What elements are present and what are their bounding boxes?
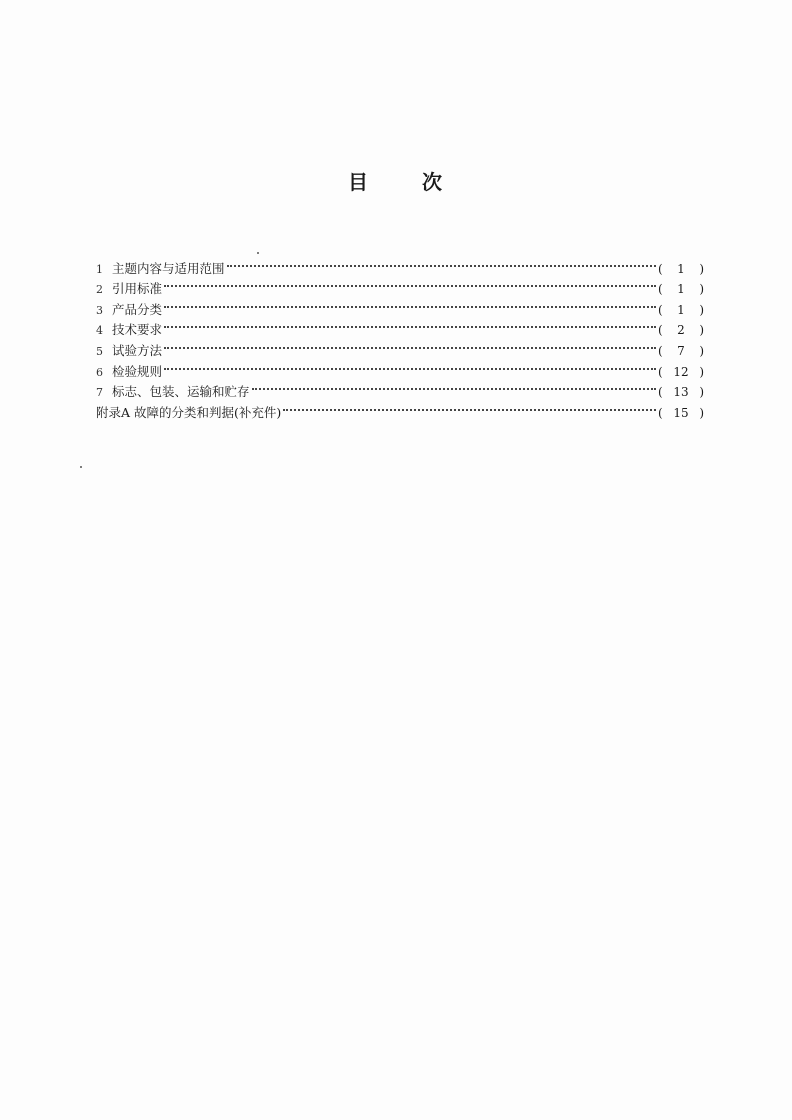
toc-entry-number: 3 bbox=[96, 303, 103, 317]
toc-entry-number: 7 bbox=[96, 386, 103, 400]
toc-entry-page bbox=[658, 382, 704, 403]
toc-entry[interactable] bbox=[96, 355, 704, 379]
scan-speck bbox=[80, 466, 82, 468]
paren-open: ( bbox=[658, 364, 663, 379]
table-of-contents bbox=[96, 252, 704, 420]
toc-entry-title: 附录A 故障的分类和判据(补充件) bbox=[96, 404, 282, 420]
paren-close: ) bbox=[699, 405, 704, 420]
toc-entry[interactable] bbox=[96, 376, 704, 400]
toc-leader-dots bbox=[164, 314, 656, 335]
toc-entry-page bbox=[658, 279, 704, 300]
toc-entry-page bbox=[658, 259, 704, 280]
toc-leader-dots bbox=[164, 355, 656, 376]
scan-speck bbox=[257, 252, 259, 254]
toc-entry[interactable] bbox=[96, 293, 704, 317]
toc-leader-dots bbox=[164, 273, 656, 294]
toc-leader-dots bbox=[164, 334, 656, 355]
toc-entry-number: 1 bbox=[96, 262, 103, 276]
title-char-1: 目 bbox=[348, 170, 370, 194]
toc-page-number: 15 bbox=[673, 405, 689, 420]
toc-entry-number: 5 bbox=[96, 344, 103, 358]
paren-open: ( bbox=[658, 323, 663, 338]
paren-close: ) bbox=[699, 385, 704, 400]
paren-open: ( bbox=[658, 282, 663, 297]
toc-leader-dots bbox=[252, 376, 656, 397]
paren-close: ) bbox=[699, 282, 704, 297]
toc-entry-title: 技术要求 bbox=[112, 322, 163, 338]
toc-entry-title: 检验规则 bbox=[112, 363, 163, 379]
toc-entry-page bbox=[658, 362, 704, 383]
toc-entry-title: 产品分类 bbox=[112, 301, 163, 317]
toc-entry-page bbox=[658, 320, 704, 341]
toc-page-number: 2 bbox=[677, 323, 685, 338]
paren-close: ) bbox=[699, 261, 704, 276]
toc-entry[interactable] bbox=[96, 334, 704, 358]
toc-page-number: 1 bbox=[677, 261, 685, 276]
toc-leader-dots bbox=[283, 396, 656, 417]
toc-entry-title: 标志、包装、运输和贮存 bbox=[112, 384, 250, 400]
toc-page-number: 12 bbox=[673, 364, 689, 379]
paren-close: ) bbox=[699, 343, 704, 358]
toc-entry[interactable] bbox=[96, 252, 704, 276]
toc-entry[interactable] bbox=[96, 273, 704, 297]
toc-entry[interactable] bbox=[96, 314, 704, 338]
page-title bbox=[0, 166, 792, 195]
toc-entry-title: 试验方法 bbox=[112, 342, 163, 358]
toc-page-number: 1 bbox=[677, 302, 685, 317]
paren-open: ( bbox=[658, 261, 663, 276]
paren-open: ( bbox=[658, 385, 663, 400]
toc-page-number: 1 bbox=[677, 282, 685, 297]
toc-entry-title: 引用标准 bbox=[112, 281, 163, 297]
toc-leader-dots bbox=[227, 252, 656, 273]
toc-page-number: 7 bbox=[677, 343, 685, 358]
paren-open: ( bbox=[658, 405, 663, 420]
toc-entry-page bbox=[658, 300, 704, 321]
toc-entry-page bbox=[658, 341, 704, 362]
toc-entry-number: 6 bbox=[96, 365, 103, 379]
paren-open: ( bbox=[658, 343, 663, 358]
toc-entry-page bbox=[658, 403, 704, 424]
title-char-2: 次 bbox=[422, 170, 444, 194]
toc-entry-number: 4 bbox=[96, 324, 103, 338]
toc-page-number: 13 bbox=[673, 385, 689, 400]
paren-close: ) bbox=[699, 323, 704, 338]
paren-open: ( bbox=[658, 302, 663, 317]
toc-leader-dots bbox=[164, 293, 656, 314]
paren-close: ) bbox=[699, 302, 704, 317]
paren-close: ) bbox=[699, 364, 704, 379]
toc-entry-title: 主题内容与适用范围 bbox=[112, 260, 225, 276]
toc-entry-number: 2 bbox=[96, 283, 103, 297]
